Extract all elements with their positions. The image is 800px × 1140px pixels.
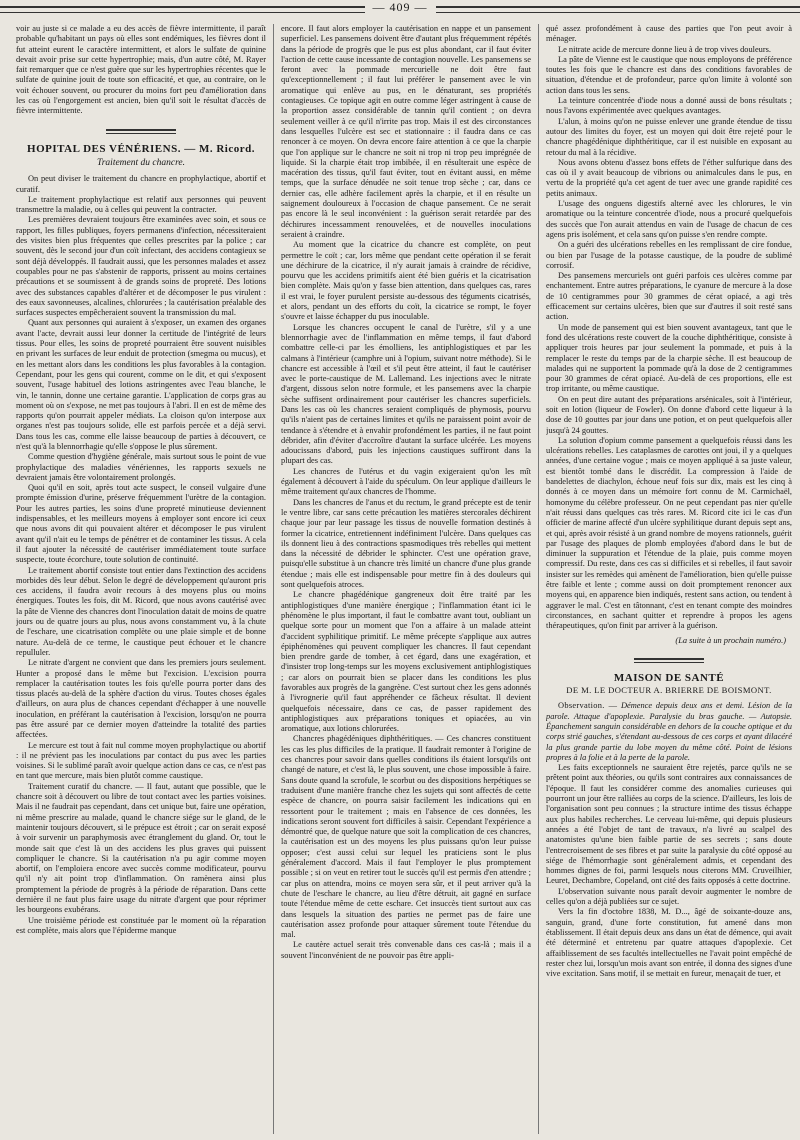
paragraph: Traitement curatif du chancre. — Il faut, autant que possible, que le chancre soit à découvert ou libre de tout contact avec les parties voisines. Mais il ne faudrait pas cependant, dans cet unique but, faire une opération, ni même prescrire au malade, quand le chancre siége sur le gland, de le maintenir toujours découvert, si le prépuce est étroit ; car on serait exposé à voir survenir un paraphymosis avec étranglement du gland. Or, tout le monde sait que c'est là un des accidens les plus graves qui puissent compliquer le chancre. Si la cautérisation n'a pu agir comme moyen abortif, on l'emploiera encore avec succès comme modificateur, pourvu qu'il n'y ait point trop d'inflammation. On ramènera ainsi plus promptement la période de progrès à la période de réparation. Dans cette dernière il ne faut plus faire usage du nitrate d'argent que pour réprimer les bourgeons exubérans. [16, 781, 266, 915]
paragraph: Vers la fin d'octobre 1838, M. D..., âgé de soixante-douze ans, sanguin, grand, d'une forte constitution, fut amené dans mon établissement. Il était depuis deux ans dans un état de démence, qui avait été déterminé et entretenu par quatre attaques d'apoplexie. Cet affaiblissement de ses facultés intellectuelles ne l'avait point empêché de rester chez lui, lorsqu'un mois avant son entrée, il donna des signes d'une vive excitation. Sans motif, il se mettait en fureur, menaçait de tuer, et [546, 907, 792, 979]
paragraph: L'usage des onguens digestifs alterné avec les chlorures, le vin aromatique ou la teinture concentrée d'iode, nous a procuré quelquefois des succès que l'on aurait attendus en vain de l'usage de chacun de ces agens pris isolément, et cela sans qu'on puisse s'en rendre compte. [546, 199, 792, 239]
paragraph: Au moment que la cicatrice du chancre est complète, on peut permettre le coït ; car, lors même que pendant cette opération il se ferait une déchirure de la cicatrice, il n'y aurait jamais à craindre de récidive, pourvu que les accidens primitifs aient été bien guéris et la cicatrisation bien complète. Mais qu'on y fasse bien attention, dans quelques cas, rares il est vrai, le foyer purulent persiste au-dessous des téguments cicatrisés, et alors, pendant un des efforts du coït, la cicatrice se rompt, le foyer s'ouvre et laisse échapper du pus inoculable. [281, 240, 531, 322]
paragraph: Les faits exceptionnels ne sauraient être rejetés, parce qu'ils ne se prêtent point aux théories, ou qu'ils sont contraires aux connaissances de l'époque. Il faut les considérer comme des anomalies curieuses qui pourront un jour être ralliées au corps de la science. D'ailleurs, les lois de l'organisation sont peu connues ; la structure intime des tissus échappe aux plus habiles recherches. Le cerveau lui-même, qui depuis plusieurs années a été l'objet de tant de travaux, n'a livré au scalpel des anatomistes qu'une bien faible partie de ses secrets ; sans doute l'entrecroisement de ses fibres et par suite la paralysie du côté opposé au siége de l'hémorrhagie sont généralement admis, et cependant des hommes dignes de foi, parmi lesquels nous citerons MM. Cruveilhier, Leuret, Dechambre, Copeland, ont cité des faits opposés à cette doctrine. [546, 763, 792, 886]
section-subheading: Traitement du chancre. [96, 157, 186, 168]
page-number: — 409 — [0, 0, 800, 15]
paragraph: Le cautère actuel serait très convenable dans ces cas-là ; mais il a souvent l'inconvénient de ne pouvoir pas être appli- [281, 940, 531, 960]
paragraph: encore. Il faut alors employer la cautérisation en nappe et un pansement superficiel. Les pansemens doivent être d'autant plus fréquemment répétés dans la période de progrès que le pus est plus abondant, car il faut éviter l'action de cette cause incessante de contagion nouvelle. Les pansemens se feront avec la pommade mercurielle ne doit être faut qu'exceptionnellement ; il faut lui préférer le pansement avec le vin aromatique qui enlève au pus, en le dénaturant, ses propriétés contagieuses. Ce topique agit en outre comme léger astringent à cause de la proportion assez considérable de tannin qu'il contient ; on devra seulement veiller à ce qu'il n'irrite pas trop. Mais il est des circonstances dans lesquelles l'ulcère est sec et stationnaire : il faudra dans ce cas renoncer à ce moyen. On devra encore faire attention à ce que la charpie que l'on applique sur le chancre ne soit ni trop ni trop peu imprégnée de liquide. Si la charpie était trop imbibée, il en résulterait une espèce de macération des tissus, qu'il faut éviter, tout en évitant aussi, en même temps, que la surface dénudée ne soit tenue trop sèche ; car, dans ce dernier cas, elle adhère facilement après la charpie, et il en résulte un saignement douloureux à l'occasion de chaque pansement. Ce ne serait pas encore là le seul inconvénient : la guérison serait retardée par des déchirures incessamment renouvelées, et de nouvelles inoculations seraient à craindre. [281, 24, 531, 239]
section-heading: HOPITAL DES VÉNÉRIENS. — M. Ricord. [27, 142, 255, 155]
paragraph: Dans les chancres de l'anus et du rectum, le grand précepte est de tenir le ventre libre, car sans cette précaution les matières stercorales déchirent chaque jour par leur passage les tissus de nouvelle formation destinés à former la cicatrice, entretiennent indéfiniment l'ulcère. Dans quelques cas ils donnent lieu à des contractions spasmodiques très rebelles qui mettent dans la nécessité de débrider le sphincter. C'est une opération grave, puisqu'elle substitue à un chancre très limité un chancre d'une plus grande étendue ; mais elle est indispensable pour mettre fin à des douleurs qui sont quelquefois atroces. [281, 497, 531, 590]
paragraph: Le nitrate d'argent ne convient que dans les premiers jours seulement. Hunter a proposé dans le même but l'excision. L'excision pourra remplacer la cautérisation toutes les fois qu'elle pourra porter dans des tissus placés au-delà de la sphère d'action du virus. Toutes choses égales d'ailleurs, on aura plus de chances cependant d'échapper à une nouvelle inoculation, en préférant la cautérisation à l'excision, lorsqu'on ne pourra pas être assuré par ce dernier moyen d'atteindre la totalité des parties affectées. [16, 658, 266, 740]
paragraph: Un mode de pansement qui est bien souvent avantageux, tant que le fond des ulcérations reste couvert de la couche diphthéritique, consiste à appliquer trois heures par jour seulement la pommade, et puis à la remplacer le reste du temps par de la charpie sèche. Il est beaucoup de malades qui ne supportent la pommade qu'à la dose de 2 centigrammes pour 30 grammes de cérat opiacé. Au-delà de ces proportions, elle est trop irritante, ou même caustique. [546, 322, 792, 394]
section-subheading: DE M. LE DOCTEUR A. BRIERRE DE BOISMONT. [566, 685, 772, 696]
column-2 [281, 24, 531, 1134]
paragraph: La solution d'opium comme pansement a quelquefois réussi dans les ulcérations rebelles. Les cataplasmes de carottes ont joui, il y a quelques années, d'une certaine vogue ; mais ce moyen appliqué à sa juste valeur, est bientôt tombé dans le discrédit. La compression à l'aide de bandelettes de diachylon, échoue neuf fois sur dix, mais est les cinq à donnés à ce moyen dans un mémoire fort connu de M. Carmichaël, homonyme du célèbre professeur. On ne peut cependant pas nier qu'elle n'ait réussi dans quelques cas très rares. M. Ricord cite ici le cas d'un officier de marine affecté d'un ulcère syphilitique durant depuis sept ans, et qui, après avoir résisté à un grand nombre de moyens rationnels, guérit par l'usage des plaques de plomb employées d'abord dans le but de diminuer la suppuration et l'étendue de la plaie, puis comme moyen compressif. Du reste, dans ces cas si difficiles et si rebelles, il faut savoir insister sur les remèdes qui amènent de l'amélioration, bien qu'elle puisse être faible et lente ; comme aussi on doit promptement renoncer aux moyens qui, en apparence bien indiqués, restent sans action, ou tendent à aggraver le mal. C'est en tâtonnant, c'est en tenant compte des moindres circonstances, en sachant quitter et reprendre à propos les agens thérapeutiques, qu'on finit par arriver à la guérison. [546, 435, 792, 631]
paragraph: Une troisième période est constituée par le moment où la réparation est complète, mais alors que l'épiderme manque [16, 915, 266, 935]
paragraph: Les premières devraient toujours être examinées avec soin, et sous ce rapport, les filles publiques, foyers permanens d'infection, nécessiteraient des visites bien plus fréquentes que celles prescrites par la police ; car souvent, dès le second jour d'un coït infectant, des accidens contagieux se sont déjà développés. Il faudrait aussi, que les personnes malades et assez coupables pour ne pas s'abstenir de rapports, prissent au moins certaines précautions et se soumissent à de grands soins de propreté. Des lotions avec des substances capables d'altérer et de décomposer le pus virulent : des eaux savonneuses, alcalines, chlorurées ; la cautérisation préalable des surfaces suspectes empêcheraient souvent la transmission du mal. [16, 215, 266, 318]
column-3 [546, 24, 792, 1134]
paragraph: L'observation suivante nous paraît devoir augmenter le nombre de celles qu'on a déjà publiées sur ce sujet. [546, 886, 792, 907]
paragraph: Comme question d'hygiène générale, mais surtout sous le point de vue prophylactique des maladies vénériennes, les rapports sexuels ne devraient jamais être volontairement prolongés. [16, 452, 266, 482]
observation-text: Démence depuis deux ans et demi. Lésion de la parole. Attaque d'apoplexie. Paralysie du bras gauche. — Autopsie. Épanchement sanguin considérable en dehors de la couche optique et du corps strié gauches, s'étendant au-dessous de ces corps et ayant dilacéré la plus grande partie du lobe moyen du même côté. Point de lésions propres à la folie et à la perte de la parole. [546, 701, 792, 762]
paragraph: L'alun, à moins qu'on ne puisse enlever une grande étendue de tissu autour des limites du foyer, est un moyen qui doit être rejeté pour le chancre phagédénique diphthéritique, car il est nuisible en exposant au retour du mal à la récidive. [546, 116, 792, 157]
paragraph: Le traitement prophylactique est relatif aux personnes qui peuvent transmettre la maladie, ou à celles qui peuvent la contracter. [16, 194, 266, 215]
paragraph: On en peut dire autant des préparations arsénicales, soit à l'intérieur, soit en lotion (liqueur de Fowler). On donne d'abord cette liqueur à la dose de 10 gouttes par jour dans une potion, et on peut quelquefois aller jusqu'à 24 gouttes. [546, 394, 792, 435]
section-heading: MAISON DE SANTÉ [613, 671, 725, 684]
observation-summary [546, 701, 792, 763]
paragraph: Quant aux personnes qui auraient à s'exposer, un examen des organes avant l'acte, devrait aussi leur donner la certitude de l'intégrité de leurs tissus. Pour elles, les soins de propreté pourraient être souvent nuisibles en privant les surfaces de leur enduit de protection (smegma ou mucus), et en les mettant alors dans les conditions les plus favorables à la contagion. Cependant, pour les gens qui courent, comme on le dit, et qui s'exposent souvent, l'usage habituel des lotions astringentes avec l'eau blanche, le vin, le tannin, donne une certaine garantie. L'application de corps gras au moment où on s'expose, ne met pas toujours à l'abri. Il en est de même des rapports qu'on pourrait appeler médiats. La cloison qu'on interpose aux organes n'est pas toujours solide, elle est parfois percée et a déjà servi. Dans tous les cas, comme elle laisse beaucoup de parties à découvert, ce n'est qu'à la blennorrhagie qu'elle s'oppose le plus sûrement. [16, 318, 266, 451]
paragraph: On peut diviser le traitement du chancre en prophylactique, abortif et curatif. [16, 174, 266, 194]
paragraph: Lorsque les chancres occupent le canal de l'urètre, s'il y a une blennorrhagie avec de l'inflammation en même temps, il faut d'abord combattre celle-ci par les émolliens, les antiphlogistiques et par les calmans à l'intérieur (camphre uni à l'opium, suivant notre méthode). Si le chancre est accessible à l'œil et s'il peut être atteint, il faut le cautériser avec le porte-caustique de M. Lallemand. Les injections avec le nitrate d'argent, dissous selon notre formule, et les pansemens avec la charpie sèche suffisent ordinairement pour cautériser les chancres superficiels. Dans les cas où les chancres seraient compliqués de phymosis, pourvu qu'ils n'aient pas de certaines limites et qu'ils ne paraissent point avoir de tendance à s'étendre et à envahir profondément les parties, il ne faut point débrider, afin d'éviter d'accroître d'autant la surface ulcérée. Les moyens adoucissans d'abord, puis les injections caustiques suffiront dans la plupart des cas. [281, 322, 531, 466]
paragraph: Des pansemens mercuriels ont guéri parfois ces ulcères comme par enchantement. Entre autres préparations, le cyanure de mercure à la dose de 10 centigrammes pour 30 grammes de cérat opiacé, a agi très efficacement sur certains ulcères, bien que sur d'autres il soit resté sans action. [546, 271, 792, 322]
paragraph: Le traitement abortif consiste tout entier dans l'extinction des accidens morbides dès leur début. Selon le degré de développement qu'auront pris ces accidens, il faudra avoir recours à des moyens plus ou moins énergiques. Toutes les fois, dit M. Ricord, que nous avons cautérisé avec la pâte de Vienne des chancres dont l'inoculation datait de moins de quatre jours ou de quatre jours au plus, nous avons constamment vu, à la chute de l'eschare, une cicatrisation complète ou une plaie simple et de bonne nature. Au-delà de ce terme, le caustique peut échouer et le chancre repulluler. [16, 565, 266, 657]
column-divider [538, 24, 539, 1134]
column-divider [273, 24, 274, 1134]
column-1 [16, 24, 266, 1134]
paragraph: qué assez profondément à cause des parties que l'on peut avoir à ménager. [546, 24, 792, 44]
paragraph: On a guéri des ulcérations rebelles en les remplissant de cire fondue, ou bien par l'usage de la potasse caustique, de la poudre de sublimé corrosif. [546, 240, 792, 270]
paragraph: Quoi qu'il en soit, après tout acte suspect, le conseil vulgaire d'une prompte émission d'urine, préserve fréquemment l'urètre de la contagion. Pour les autres parties, les soins d'une propreté minutieuse deviennent indispensables, et les meilleurs moyens à employer sont encore ici ceux que nous avons dit qui pouvaient altérer et décomposer le pus virulent avant qu'il n'ait eu le temps de pénétrer et de contaminer les tissus. A cela il faut ajouter la nécessité de cautériser immédiatement toute surface suspecte, toute écorchure, toute solution de continuité. [16, 483, 266, 565]
continued-note: (La suite à un prochain numéro.) [675, 635, 786, 645]
section-rule [634, 658, 704, 663]
paragraph: Nous avons obtenu d'assez bons effets de l'éther sulfurique dans des cas où il y avait beaucoup de vibrions ou animalcules dans le pus, en vertu de la propriété qu'a cet agent de tuer avec une grande rapidité ces petits animaux. [546, 157, 792, 198]
paragraph: Le mercure est tout à fait nul comme moyen prophylactique ou abortif : il ne prévient pas les inoculations par contact du pus avec les parties voisines. Si le sublimé paraît avoir quelque action dans ce cas, ce n'est pas en tant que mercure, mais bien plutôt comme caustique. [16, 740, 266, 781]
observation-label: Observation. — [558, 701, 618, 711]
paragraph: Les chancres de l'utérus et du vagin exigeraient qu'on les mît également à découvert à l'aide du spéculum. On leur applique d'ailleurs le même traitement qu'aux chancres de l'homme. [281, 466, 531, 497]
paragraph: Le chancre phagédénique gangreneux doit être traité par les antiphlogistiques d'une manière énergique ; l'inflammation étant ici le phénomène le plus important, il faut le combattre avant tout, oubliant un quelque sorte pour un moment que l'on a affaire à un malade atteint d'accident syphilitique primitif. Le même précepte s'applique aux autres épiphénomènes qui peuvent compliquer les chancres. Il faut cependant bien prendre garde de tomber, à cet égard, dans une exagération, et d'insister trop long-temps sur les moyens exclusivement antiphlogistiques ; car alors on pourrait bien se placer dans les conditions les plus favorables aux progrès de la gangrène. C'est surtout chez les gens adonnés à l'ivrognerie qu'il faut appréhender ce fâcheux résultat. Il devient quelquefois nécessaire, dans ce cas, de passer rapidement des antiphlogistiques aux préparations toniques et opiacées, au vin aromatique, aux lotions chlorurées. [281, 590, 531, 734]
section-rule [106, 129, 176, 134]
paragraph: La pâte de Vienne est le caustique que nous employons de préférence toutes les fois que le chancre est dans des conditions favorables de situation, d'étendue et de profondeur, parce qu'on limite à volonté son action dans tous les sens. [546, 54, 792, 95]
paragraph: Chancres phagédéniques diphthéritiques. — Ces chancres constituent les cas les plus difficiles de la pratique. Il faudrait remonter à l'origine de ces chancres pour savoir dans quelles conditions ils étaient lorsqu'ils ont changé de nature, et c'est là, le plus souvent, une chose impossible à faire. Sans doute quand la scrofule, le scorbut ou des dispositions herpétiques se traduisent d'une manière franche chez les sujets qui sont affectés de cette espèce de chancre, on pourra saisir facilement les indications qui en ressortent pour le traitement ; mais en l'absence de ces données, les indications seront souvent fort difficiles à saisir. Cependant l'expérience a démontré que, de quelque nature que soit la complication de ces chancres, la cautérisation est un des moyens les plus puissans qu'on leur puisse opposer; c'est aussi celui sur lequel les praticiens sont le plus généralement d'accord. Mais il faut l'employer le plus promptement possible ; si on veut en retirer tout le succès qu'il est permis d'en attendre ; car plus on attendra, moins ce moyen sera sûr, et il peut arriver qu'à la chute de l'eschare le chancre, au lieu d'être détruit, ait gagné en surface toute l'étendue même de cette eschare. Cet insuccès tient surtout aux cas dans lesquels la situation des parties ne permet pas de faire une cautérisation assez profonde pour attaquer sûrement toute l'étendue du mal. [281, 734, 531, 940]
intro-paragraph: voir au juste si ce malade a eu des accès de fièvre intermittente, il paraît probable qu'habitant un pays où elles sont endémiques, les fièvres dont il fut atteint eurent le caractère intermittent, et alors le sulfate de quinine devait avoir prise sur cette hypertrophie; mais, d'un autre côté, M. Rayer fait remarquer que ce n'est guère que sur les hypertrophies récentes que le sulfate de quinine jouit de toute son efficacité, et que, au contraire, on le voit échouer souvent, ou procurer du moins fort peu d'amélioration dans les cas où l'engorgement est ancien, bien qu'il soit le résultat d'accès de fièvre intermittente. [16, 24, 266, 116]
paragraph: Le nitrate acide de mercure donne lieu à de trop vives douleurs. [558, 44, 772, 54]
paragraph: La teinture concentrée d'iode nous a donné aussi de bons résultats ; nous l'avons expérimentée avec quelques avantages. [546, 96, 792, 116]
